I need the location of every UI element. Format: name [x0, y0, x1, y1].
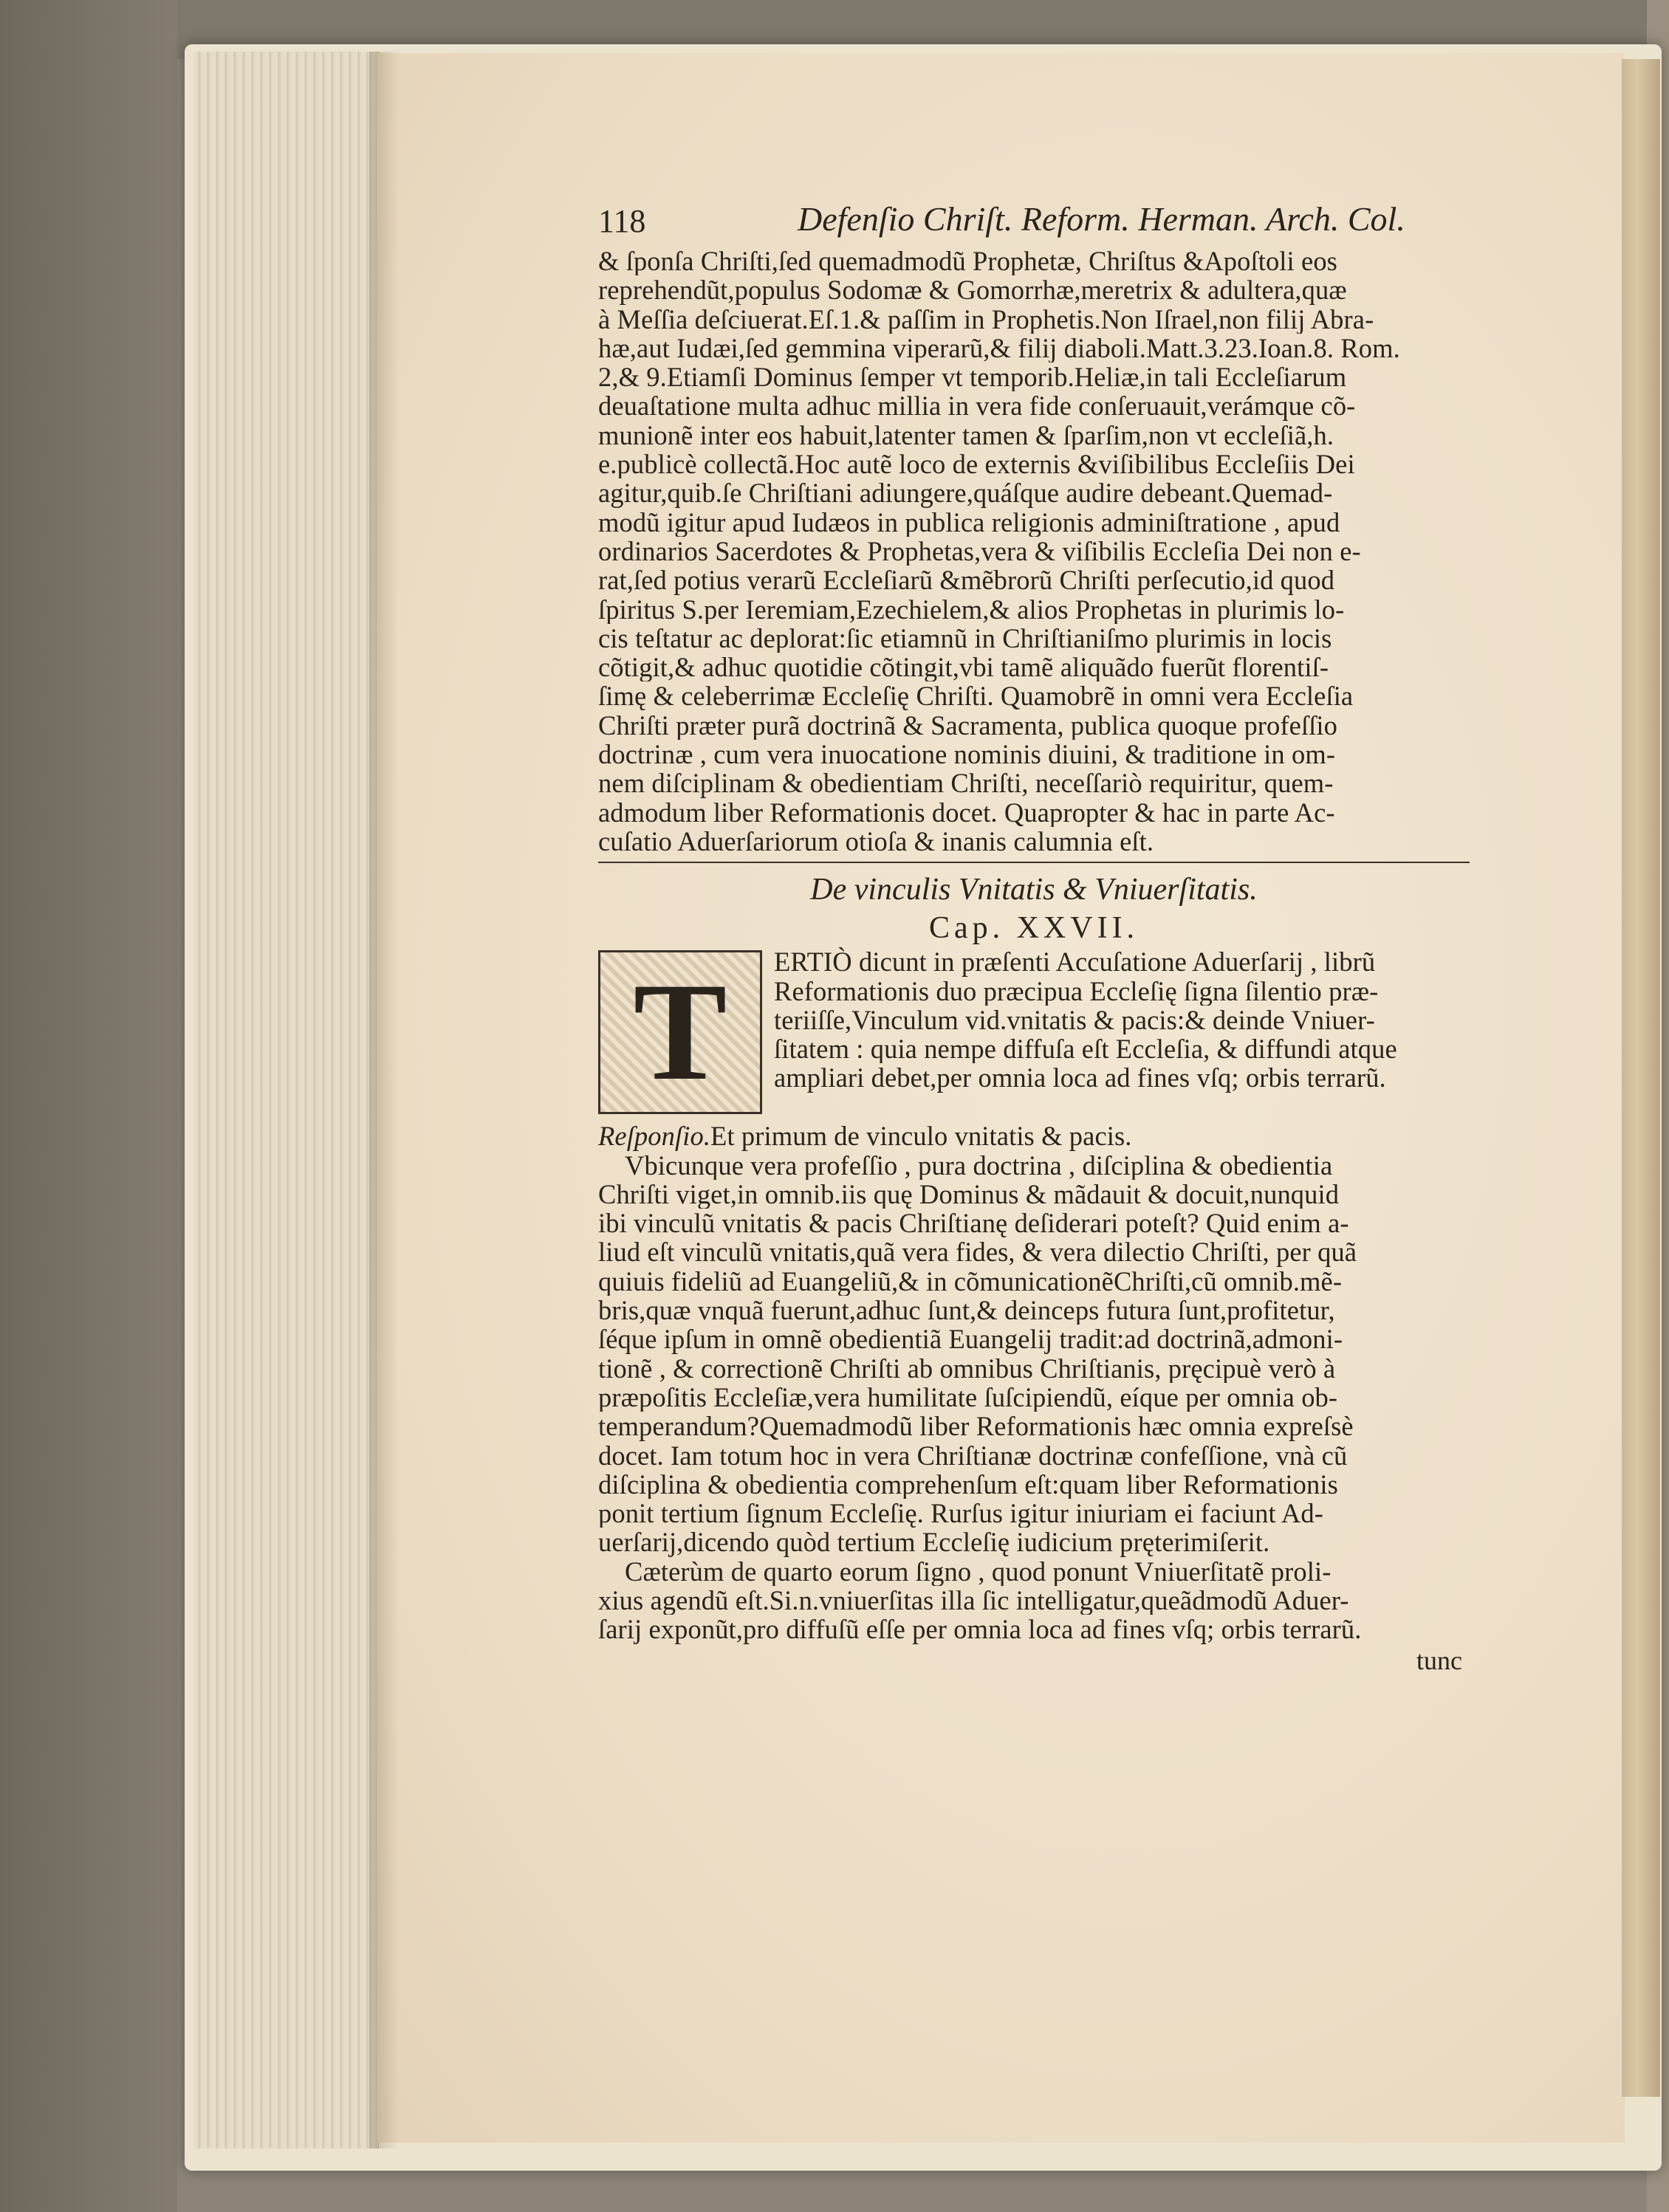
gutter-shadow [369, 52, 399, 2149]
text-line: reprehendũt,populus Sodomæ & Gomorrhæ,meretrix & adultera,quæ [598, 275, 1347, 305]
text-line: ſitatem : quia nempe diffuſa eſt Eccleſia, & diffundi atque [774, 1034, 1397, 1064]
catchword: tunc [1416, 1645, 1462, 1675]
text-line: præpoſitis Eccleſiæ,vera humilitate ſuſcipiendũ, eíque per omnia ob- [598, 1382, 1338, 1412]
text-line: teriiſſe,Vinculum vid.vnitatis & pacis:& deinde Vniuer- [774, 1005, 1375, 1035]
text-line: 2,& 9.Etiamſi Dominus ſemper vt temporib.Heliæ,in tali Eccleſiarum [598, 363, 1347, 392]
text-line: hæ,aut Iudæi,ſed gemmina viperarũ,& filij diaboli.Matt.3.23.Ioan.8. Rom. [598, 333, 1400, 363]
initial-paragraph [598, 947, 1470, 1122]
scan-background-left [0, 0, 177, 2212]
paragraph-1 [598, 247, 1470, 856]
text-line: ampliari debet,per omnia loca ad fines vſq; orbis terrarũ. [774, 1063, 1386, 1093]
text-line: quiuis fideliũ ad Euangeliũ,& in cõmunicationẽChriſti,cũ omnib.mẽ- [598, 1266, 1343, 1296]
page-header [598, 199, 1470, 247]
text-line: ſarij exponũt,pro diffuſũ eſſe per omnia loca ad fines vſq; orbis terrarũ. [598, 1615, 1362, 1644]
text-line: bris,quæ vnquã fuerunt,adhuc ſunt,& deinceps futura ſunt,profitetur, [598, 1296, 1335, 1325]
text-line: cuſatio Aduerſariorum otioſa & inanis calumnia eſt. [598, 826, 1154, 856]
decorated-initial-icon [598, 950, 762, 1114]
responsio-text: Et primum de vinculo vnitatis & pacis. [710, 1122, 1132, 1151]
text-line: liud eſt vinculũ vnitatis,quã vera fides, & vera dilectio Chriſti, per quã [598, 1237, 1357, 1267]
text-line: temperandum?Quemadmodũ liber Reformationis hæc omnia expreſsè [598, 1412, 1354, 1441]
text-line: cõtigit,& adhuc quotidie cõtingit,vbi tamẽ aliquãdo fuerũt florentiſ- [598, 653, 1329, 682]
text-line: nem diſciplinam & obedientiam Chriſti, neceſſariò requiritur, quem- [598, 769, 1334, 798]
text-line: ponit tertium ſignum Eccleſię. Rurſus igitur iniuriam ei faciunt Ad- [598, 1499, 1323, 1528]
text-line: deuaſtatione multa adhuc millia in vera fide conſeruauit,verámque cõ- [598, 391, 1356, 421]
section-title: De vinculis Vnitatis & Vniuerſitatis. [810, 873, 1258, 907]
text-line: doctrinæ , cum vera inuocatione nominis diuini, & traditione in om- [598, 740, 1336, 769]
paragraph-2 [598, 1151, 1470, 1557]
running-title: Defenſio Chriſt. Reform. Herman. Arch. Col. [798, 200, 1405, 238]
text-line: Vbicunque vera profeſſio , pura doctrina , diſciplina & obedientia [625, 1150, 1333, 1180]
text-line: docet. Iam totum hoc in vera Chriſtianæ doctrinæ confeſſione, vnà cũ [598, 1440, 1348, 1470]
text-line: e.publicè collectã.Hoc autẽ loco de externis &viſibilibus Eccleſiis Dei [598, 450, 1355, 479]
page-stack-edges [193, 52, 379, 2149]
paragraph-3 [598, 1557, 1470, 1644]
text-line: tionẽ , & correctionẽ Chriſti ab omnibus Chriſtianis, pręcipuè verò à [598, 1353, 1336, 1383]
text-line: munionẽ inter eos habuit,latenter tamen & ſparſim,non vt eccleſiã,h. [598, 420, 1334, 450]
text-line: Reformationis duo præcipua Eccleſię ſigna ſilentio præ- [774, 976, 1379, 1006]
text-line: Cæterùm de quarto eorum ſigno , quod ponunt Vniuerſitatẽ proli- [625, 1556, 1332, 1586]
text-line: ſimę & celeberrimæ Eccleſię Chriſti. Quamobrẽ in omni vera Eccleſia [598, 681, 1354, 711]
text-line: admodum liber Reformationis docet. Quapropter & hac in parte Ac- [598, 797, 1335, 827]
text-line: ſpiritus S.per Ieremiam,Ezechielem,& alios Prophetas in plurimis lo- [598, 594, 1345, 624]
text-block [598, 199, 1470, 1677]
text-line: à Meſſia deſciuerat.Eſ.1.& paſſim in Prophetis.Non Iſrael,non filij Abra- [598, 304, 1374, 334]
text-line: ibi vinculũ vnitatis & pacis Chriſtianę deſiderari poteſt? Quid enim a- [598, 1209, 1349, 1238]
text-line: Chriſti viget,in omnib.iis quę Dominus & mãdauit & docuit,nunquid [598, 1179, 1340, 1209]
text-line: ERTIÒ dicunt in præſenti Accuſatione Aduerſarij , librũ [774, 947, 1376, 977]
text-line: & ſponſa Chriſti,ſed quemadmodũ Prophetæ, Chriſtus &Apoſtoli eos [598, 247, 1337, 276]
text-line: diſciplina & obedientia comprehenſum eſt:quam liber Reformationis [598, 1469, 1338, 1500]
text-line: modũ igitur apud Iudæos in publica religionis adminiſtratione , apud [598, 507, 1340, 537]
text-line: agitur,quib.ſe Chriſtiani adiungere,quáſque audire debeant.Quemad- [598, 478, 1333, 508]
text-line: uerſarij,dicendo quòd tertium Eccleſię iudicium pręterimiſerit. [598, 1528, 1270, 1557]
text-line: ſéque ipſum in omnẽ obedientiã Euangelij tradit:ad doctrinã,admoni- [598, 1325, 1343, 1354]
responsio-line [598, 1122, 1470, 1150]
text-line: Chriſti præter purã doctrinã & Sacramenta, publica quoque profeſſio [598, 710, 1338, 741]
facing-page-edge [1622, 59, 1660, 2097]
text-line: xius agendũ eſt.Si.n.vniuerſitas illa ſic intelligatur,queãdmodũ Aduer- [598, 1585, 1349, 1615]
initial-letter: T [633, 955, 727, 1110]
text-line: rat,ſed potius verarũ Eccleſiarũ &mẽbrorũ Chriſti perſecutio,id quod [598, 566, 1335, 595]
responsio-label: Reſponſio. [598, 1122, 711, 1151]
text-line: ordinarios Sacerdotes & Prophetas,vera & viſibilis Eccleſia Dei non e- [598, 536, 1361, 566]
page-number: 118 [598, 203, 646, 239]
chapter-label: Cap. XXVII. [928, 911, 1139, 946]
text-line: cis teſtatur ac deplorat:ſic etiamnũ in Chriſtianiſmo plurimis in locis [598, 623, 1332, 653]
initial-lines [774, 947, 1470, 1092]
section-divider [598, 862, 1470, 863]
